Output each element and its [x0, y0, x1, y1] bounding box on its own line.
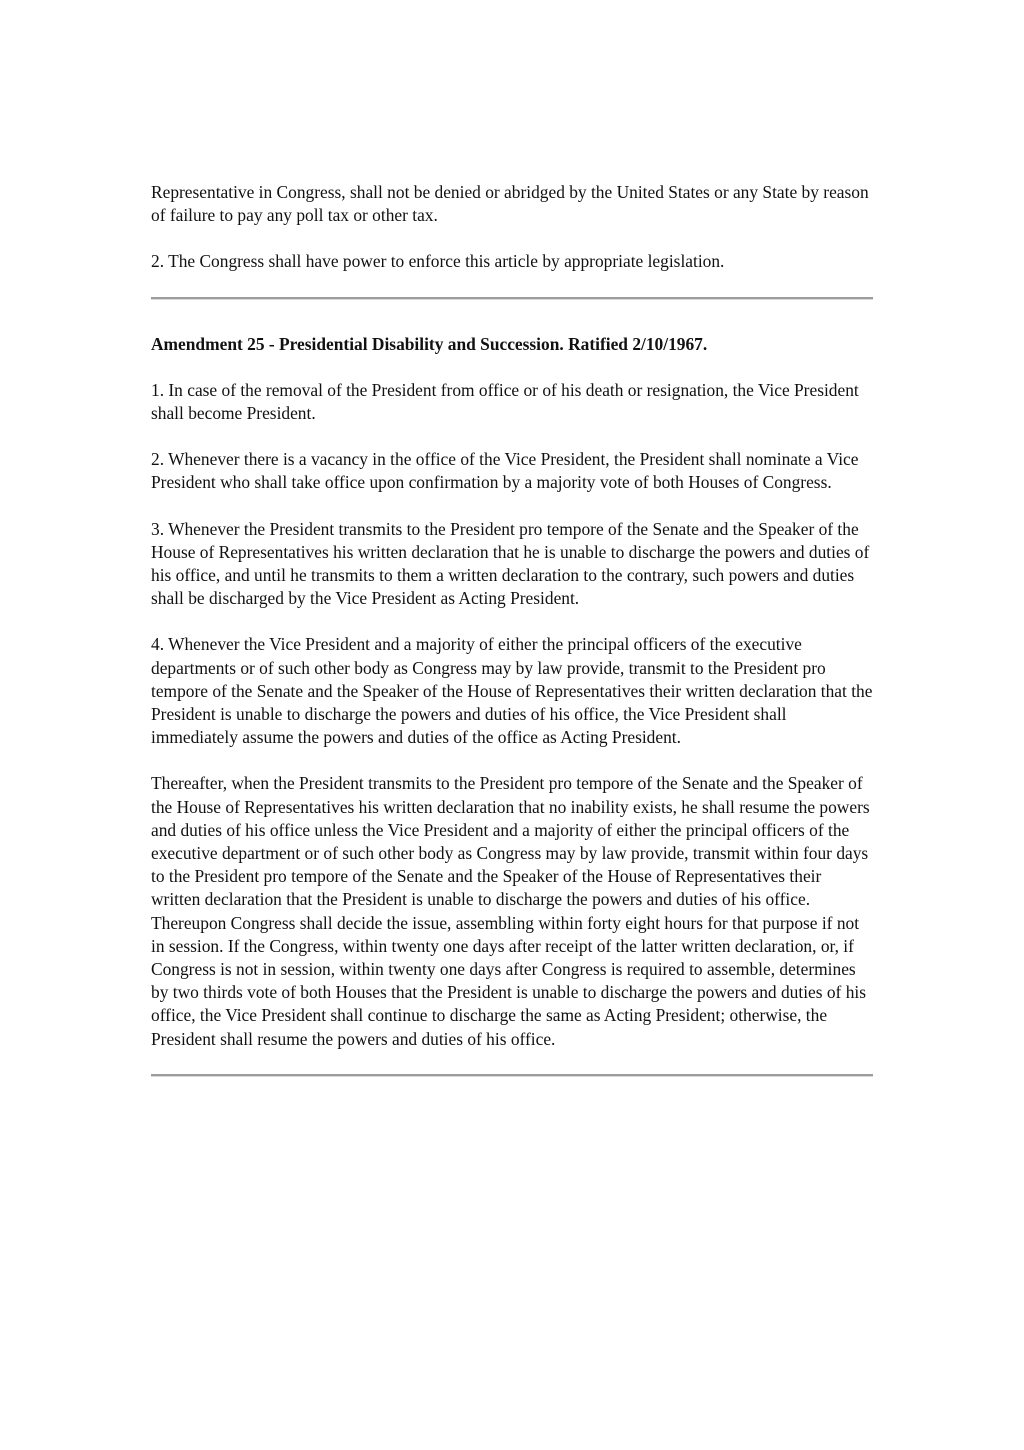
amendment-25-section-4-continuation: Thereafter, when the President transmits to the President pro tempore of the Senate and the Speaker of the House of Representatives his written declaration that no inability exists, he shall resume the powers and duties of his office unless the Vice President and a majority of either the principal officers of the executive department or of such other body as Congress may by law provide, transmit within four days to the President pro tempore of the Senate and the Speaker of the House of Representatives their written declaration that the President is unable to discharge the powers and duties of his office. Thereupon Congress shall decide the issue, assembling within forty eight hours for that purpose if not in session. If the Congress, within twenty one days after receipt of the latter written declaration, or, if Congress is not in session, within twenty one days after Congress is required to assemble, determines by two thirds vote of both Houses that the President is unable to discharge the powers and duties of his office, the Vice President shall continue to discharge the same as Acting President; otherwise, the President shall resume the powers and duties of his office.: [151, 773, 870, 1049]
amendment-25-section-1: 1. In case of the removal of the President from office or of his death or resignation, the Vice President shall become President.: [151, 379, 859, 424]
amendment-24-paragraph-continuation: Representative in Congress, shall not be denied or abridged by the United States or any State by reason of failure to pay any poll tax or other tax.: [151, 182, 869, 226]
section-divider-bottom: [151, 1074, 873, 1077]
amendment-24-section-2: 2. The Congress shall have power to enforce this article by appropriate legislation.: [151, 251, 725, 272]
amendment-25-section-2: 2. Whenever there is a vacancy in the office of the Vice President, the President shall nominate a Vice President who shall take office upon confirmation by a majority vote of both Houses of Congress.: [151, 449, 859, 493]
amendment-25-section-3: 3. Whenever the President transmits to the President pro tempore of the Senate and the Speaker of the House of Representatives his written declaration that he is unable to discharge the powers and duties of his office, and until he transmits to them a written declaration to the contrary, such powers and duties shall be discharged by the Vice President as Acting President.: [151, 518, 870, 609]
amendment-25-section-4: 4. Whenever the Vice President and a majority of either the principal officers of the executive departments or of such other body as Congress may by law provide, transmit to the President pro tempore of the Senate and the Speaker of the House of Representatives their written declaration that the President is unable to discharge the powers and duties of his office, the Vice President shall immediately assume the powers and duties of the office as Acting President.: [151, 634, 873, 748]
section-divider-top: [151, 297, 873, 300]
document-page: [151, 181, 873, 1077]
amendment-25-heading: Amendment 25 - Presidential Disability and Succession. Ratified 2/10/1967.: [151, 333, 708, 354]
